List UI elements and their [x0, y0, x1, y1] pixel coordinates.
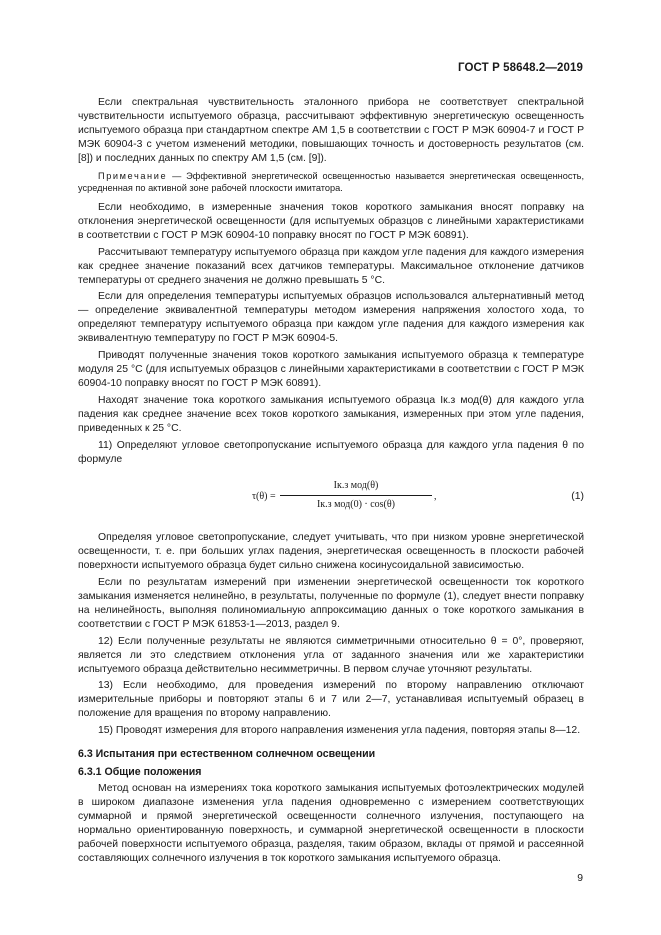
- formula-1: [78, 477, 584, 517]
- formula-number: (1): [571, 490, 584, 502]
- paragraph: 15) Проводят измерения для второго направления изменения угла падения, повторяя этапы 8—12.: [98, 725, 581, 737]
- paragraph: Если для определения температуры испытуемых образцов использовался альтернативный метод — определение эквивалентной температуры методом измерения напряжения холостого хода, то определяют температуру испытуемого образца при каждом угле падения для каждого измерения как эквивалентную температуру по ГОСТ Р МЭК 60904-5.: [78, 291, 584, 345]
- section-heading-6-3-1: 6.3.1 Общие положения: [78, 766, 202, 779]
- formula-denominator: Iк.з мод(0) · cos(θ): [316, 498, 396, 510]
- paragraph: Рассчитывают температуру испытуемого образца при каждом угле падения для каждого измерения как среднее значение показаний всех датчиков температуры. Максимальное отклонение датчиков температуры от среднего значения не должно превышать 5 °С.: [78, 246, 584, 286]
- formula-fraction: [280, 479, 432, 512]
- paragraph: 12) Если полученные результаты не являются симметричными относительно θ = 0°, проверяют, является ли это следствием отклонения угла от заданного значения или же характеристики испытуемого образца действительно несимметричны. В первом случае уточняют результаты.: [78, 635, 584, 675]
- paragraph: Если необходимо, в измеренные значения токов короткого замыкания вносят поправку на отклонения энергетической освещенности (для испытуемых образцов с линейными характеристиками в соответствии с ГОСТ Р МЭК 60904-10 поправку вносят по ГОСТ Р МЭК 60891).: [78, 201, 584, 241]
- paragraph: 13) Если необходимо, для проведения измерений по второму направлению отключают измерительные приборы и повторяют этапы 6 и 7 или 2—7, устанавливая испытуемый образец в положение для вращения по второму направлению.: [78, 680, 584, 720]
- paragraph: Метод основан на измерениях тока короткого замыкания испытуемых фотоэлектрических модулей в широком диапазоне изменения угла падения одновременно с измерением соответствующих суммарной и прямой энергетической освещенности солнечного излучения, поступающего на нормально ориентированную поверхность, и суммарной энергетической освещенности в плоскости рабочей поверхности испытуемого образца, разделяя, таким образом, вклады от прямой и рассеянной составляющих солнечного излучения в ток короткого замыкания испытуемого образца.: [78, 783, 584, 864]
- paragraph: Приводят полученные значения токов короткого замыкания испытуемого образца к температуре модуля 25 °С (для испытуемых образцов с линейными характеристиками в соответствии с ГОСТ Р МЭК 60904-10 поправку вносят по ГОСТ Р МЭК 60891).: [78, 350, 584, 390]
- paragraph: Находят значение тока короткого замыкания испытуемого образца Iк.з мод(θ) для каждого угла падения как среднее значение всех токов короткого замыкания, измеренных при этом угле падения, приведенных к 25 °С.: [78, 395, 584, 435]
- document-number: ГОСТ Р 58648.2—2019: [458, 62, 583, 74]
- note-text: — Эффективной энергетической освещенностью называется энергетическая освещенность, усредненная по активной зоне рабочей плоскости имитатора.: [78, 170, 584, 194]
- document-body: [78, 96, 584, 869]
- page-number: 9: [577, 873, 583, 884]
- paragraph: 11) Определяют угловое светопропускание испытуемого образца для каждого угла падения θ по формуле: [78, 440, 584, 465]
- paragraph: Определяя угловое светопропускание, следует учитывать, что при низком уровне энергетической освещенности, т. е. при больших углах падения, энергетическая освещенность в плоскости рабочей поверхности испытуемого образца будет сильно снижена косинусоидальной зависимостью.: [78, 531, 584, 571]
- note-label: Примечание: [98, 170, 168, 181]
- section-heading-6-3: 6.3 Испытания при естественном солнечном освещении: [78, 748, 376, 761]
- formula-lhs: τ(θ) =: [252, 490, 276, 502]
- note: [78, 170, 584, 195]
- formula-numerator: Iк.з мод(θ): [333, 479, 379, 491]
- formula-trail: ,: [434, 490, 437, 502]
- fraction-bar: [280, 495, 432, 496]
- paragraph: Если спектральная чувствительность эталонного прибора не соответствует спектральной чувствительности испытуемого образца, рассчитывают эффективную энергетическую освещенность испытуемого образца при стандартном спектре АМ 1,5 в соответствии с ГОСТ Р МЭК 60904-7 и ГОСТ Р МЭК 60904-3 с учетом изменений методики, повышающих точность и достоверность результатов (см. [8]) и последних данных по спектру АМ 1,5 (см. [9]).: [78, 97, 584, 164]
- paragraph: Если по результатам измерений при изменении энергетической освещенности ток короткого замыкания изменяется нелинейно, в результаты, полученные по формуле (1), следует внести поправку на нелинейность, выполняя полиномиальную аппроксимацию данных о токе короткого замыкания в соответствии с ГОСТ Р МЭК 61853-1—2013, раздел 9.: [78, 576, 584, 630]
